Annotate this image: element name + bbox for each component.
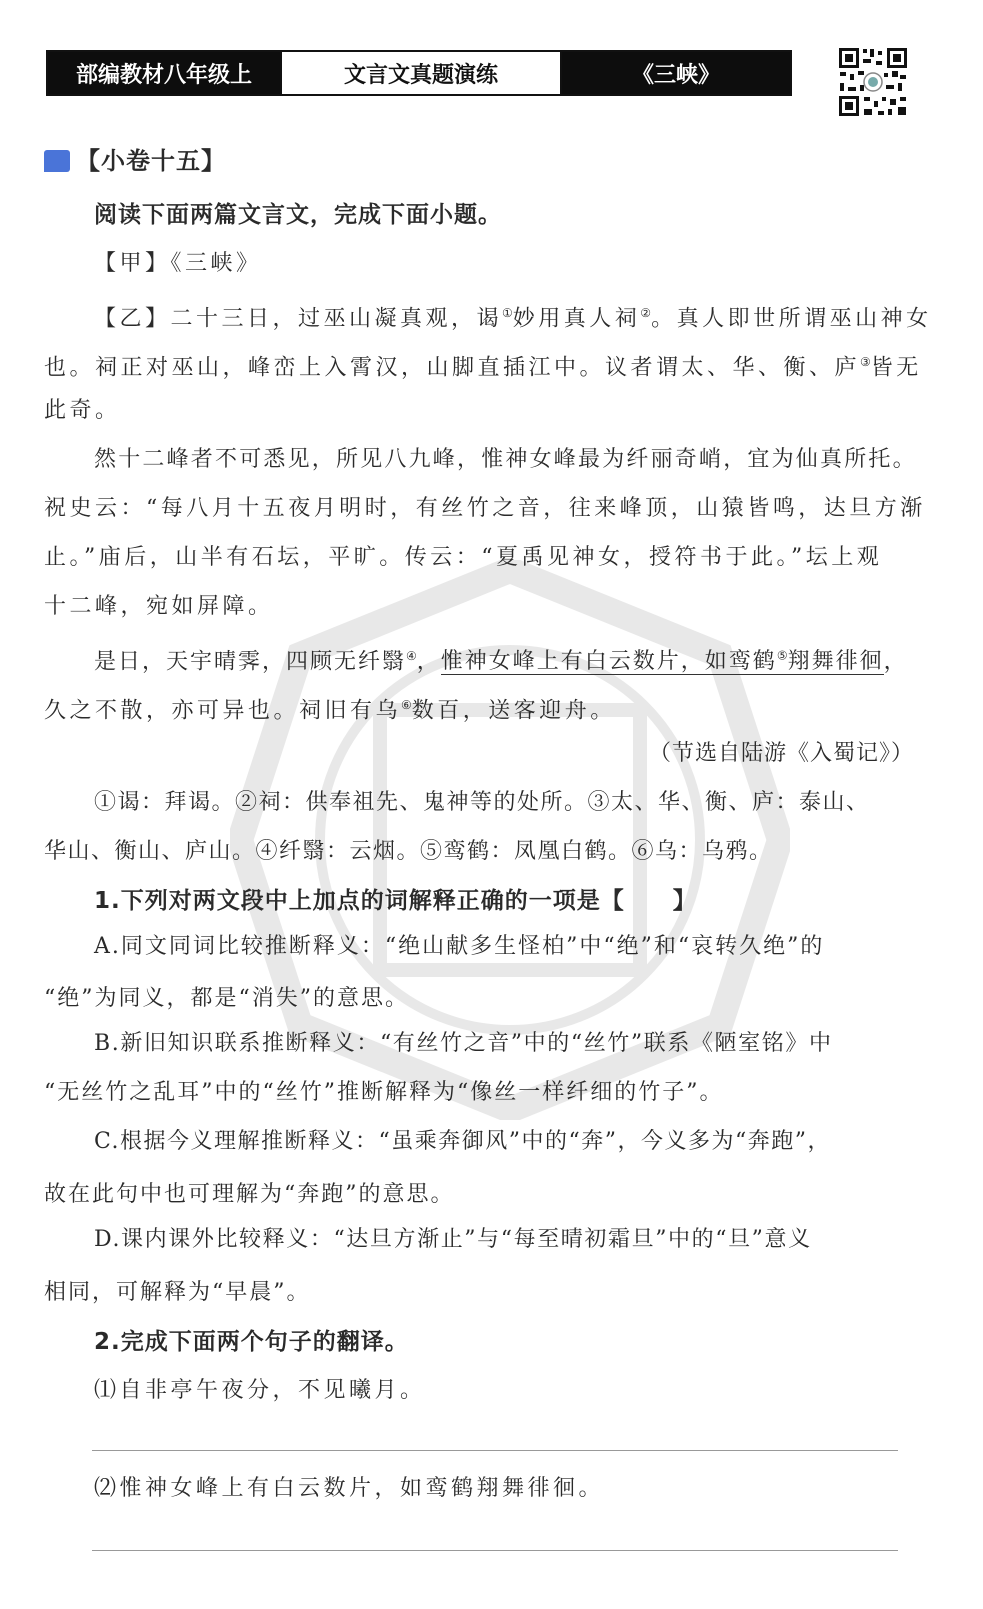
header-bar [46,50,792,96]
header-lesson: 《三峡》 [562,52,790,94]
underlined-sentence: 惟神女峰上有白云数片，如鸾鹤⑤翔舞徘徊 [440,649,884,675]
question-1-option-d-line-2[interactable]: 相同，可解释为“早晨”。 [44,1280,311,1305]
passage-source: （节选自陆游《入蜀记》） [648,741,914,766]
passage-yi-p2-line-4: 十二峰，宛如屏障。 [44,594,274,619]
header-grade: 部编教材八年级上 [48,52,280,94]
question-1-option-c-line-1[interactable]: C.根据今义理解推断释义：“虽乘奔御风”中的“奔”，今义多为“奔跑”， [94,1129,832,1154]
instruction: 阅读下面两篇文言文，完成下面小题。 [94,202,502,228]
question-2-sentence-2: ⑵惟神女峰上有白云数片，如鸾鹤翔舞徘徊。 [94,1476,605,1501]
question-1-option-a-line-1[interactable]: A.同文同词比较推断释义：“绝山献多生怪柏”中“绝”和“哀转久绝”的 [94,934,825,959]
section-marker-icon [44,150,70,172]
passage-yi-p2-line-1: 然十二峰者不可悉见，所见八九峰，惟神女峰最为纤丽奇峭，宜为仙真所托。 [94,447,917,472]
question-2-sentence-1: ⑴自非亭午夜分，不见曦月。 [94,1378,426,1403]
passage-yi-line-1: 【乙】二十三日，过巫山凝真观，谒①妙用真人祠②。真人即世所谓巫山神女 [94,306,932,332]
passage-yi-p2-line-3: 止。”庙后，山半有石坛，平旷。传云：“夏禹见神女，授符书于此。”坛上观 [44,545,883,570]
question-1-option-b-line-1[interactable]: B.新旧知识联系推断释义：“有丝竹之音”中的“丝竹”联系《陋室铭》中 [94,1031,833,1056]
passage-yi-line-2: 也。祠正对巫山，峰峦上入霄汉，山脚直插江中。议者谓太、华、衡、庐③皆无 [44,355,922,381]
passage-yi-p3-line-2: 久之不散，亦可异也。祠旧有乌⑥数百，送客迎舟。 [44,698,616,724]
qr-code-icon[interactable] [838,47,908,117]
question-1-stem: 1.下列对两文段中上加点的词解释正确的一项是【 】 [94,888,697,914]
passage-yi-p2-line-2: 祝史云：“每八月十五夜月明时，有丝竹之音，往来峰顶，山猿皆鸣，达旦方渐 [44,496,926,521]
question-1-option-c-line-2[interactable]: 故在此句中也可理解为“奔跑”的意思。 [44,1182,455,1207]
question-1-option-a-line-2[interactable]: “绝”为同义，都是“消失”的意思。 [44,986,409,1011]
question-1-option-d-line-1[interactable]: D.课内课外比较释义：“达旦方渐止”与“每至晴初霜旦”中的“旦”意义 [94,1227,812,1252]
answer-line-1[interactable] [92,1450,898,1451]
passage-yi-p3-line-1: 是日，天宇晴霁，四顾无纤翳④，惟神女峰上有白云数片，如鸾鹤⑤翔舞徘徊， [94,649,908,675]
notes-line-2: 华山、衡山、庐山。④纤翳：云烟。⑤鸾鹤：凤凰白鹤。⑥乌：乌鸦。 [44,839,773,864]
passage-jia-title: 【甲】《三峡》 [94,251,262,276]
answer-line-2[interactable] [92,1550,898,1551]
section-title: 【小卷十五】 [76,147,226,175]
header-subject: 文言文真题演练 [280,52,562,94]
notes-line-1: ①谒：拜谒。②祠：供奉祖先、鬼神等的处所。③太、华、衡、庐：泰山、 [94,790,870,815]
passage-yi-line-3: 此奇。 [44,398,121,423]
question-1-option-b-line-2[interactable]: “无丝竹之乱耳”中的“丝竹”推断解释为“像丝一样纤细的竹子”。 [44,1080,724,1105]
question-2-stem: 2.完成下面两个句子的翻译。 [94,1329,409,1355]
section-heading [44,146,914,176]
